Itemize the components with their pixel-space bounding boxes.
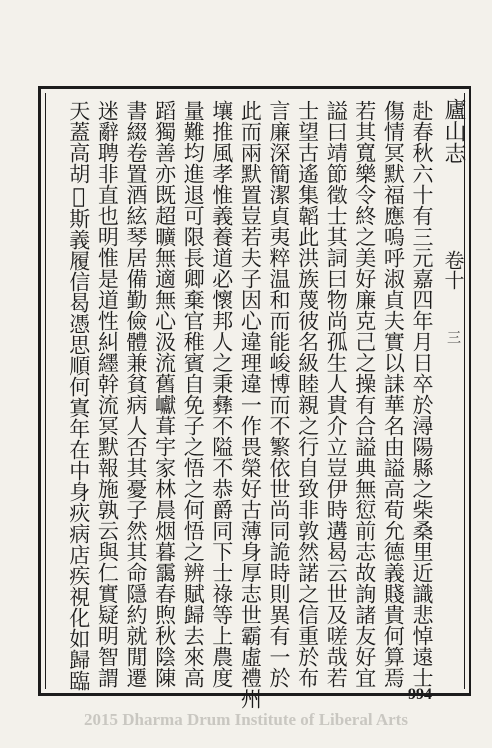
volume-mark xyxy=(440,250,466,290)
leaf-mark xyxy=(441,330,463,344)
book-title-text: 廬山志 xyxy=(441,98,466,164)
text-column: 此而兩默置豈若夫子因心違理違一作畏榮好古薄身厚志世霸虛禮州 xyxy=(238,100,263,709)
text-column: 傷情冥默福應嗚呼淑貞夫實以誄華名由謚高荀允德義賤貴何算焉 xyxy=(381,100,406,688)
text-column: 壤推風孝惟義養道必懷邦人之秉彝不隘不恭爵同下士祿等上農度 xyxy=(209,100,234,688)
text-column: 書綴卷置酒絃琴居備勤儉體兼貧病人否其憂子然其命隱約就閒遷 xyxy=(124,100,148,688)
text-column: 士望古遙集韜此洪族蔑彼名級睦親之行自致非敦然諾之信重於布 xyxy=(295,100,320,688)
page-number: 994 xyxy=(408,686,432,703)
text-column: 言廉深簡潔貞夷粹温和而能峻博而不繁依世尚同詭時則異有一於 xyxy=(267,100,291,688)
text-column: 天蓋高胡𦊨斯義履信曷憑思順何寘年在中身疢病店疾視化如歸臨 xyxy=(66,100,91,691)
text-column: 蹈獨善亦既超曠無適無心汲流舊巘葺宇家林晨烟暮靄春煦秋陰陳 xyxy=(152,100,177,688)
text-column: 量難均進退可限長卿棄官稚賓自免子之悟之何悟之辨賦歸去來高 xyxy=(181,100,206,688)
text-column: 迷辭聘非直也明惟是道性糾纆幹流冥默報施孰云與仁實疑明智謂 xyxy=(95,100,120,688)
book-title xyxy=(440,98,466,164)
text-column: 赴春秋六十有三元嘉四年月日卒於潯陽縣之柴桑里近識悲悼遠士 xyxy=(410,100,434,688)
watermark: 2015 Dharma Drum Institute of Liberal Arts xyxy=(84,710,408,729)
volume-mark-text: 卷十 xyxy=(441,250,465,290)
text-column: 若其寬樂令終之美好廉克己之操有合謚典無愆前志故詢諸友好宜 xyxy=(352,100,377,688)
text-column: 謚曰靖節徵士其詞曰物尚孤生人貴介立豈伊時遘曷云世及嗟哉若 xyxy=(324,100,349,688)
leaf-mark-text: 三 xyxy=(445,330,461,344)
